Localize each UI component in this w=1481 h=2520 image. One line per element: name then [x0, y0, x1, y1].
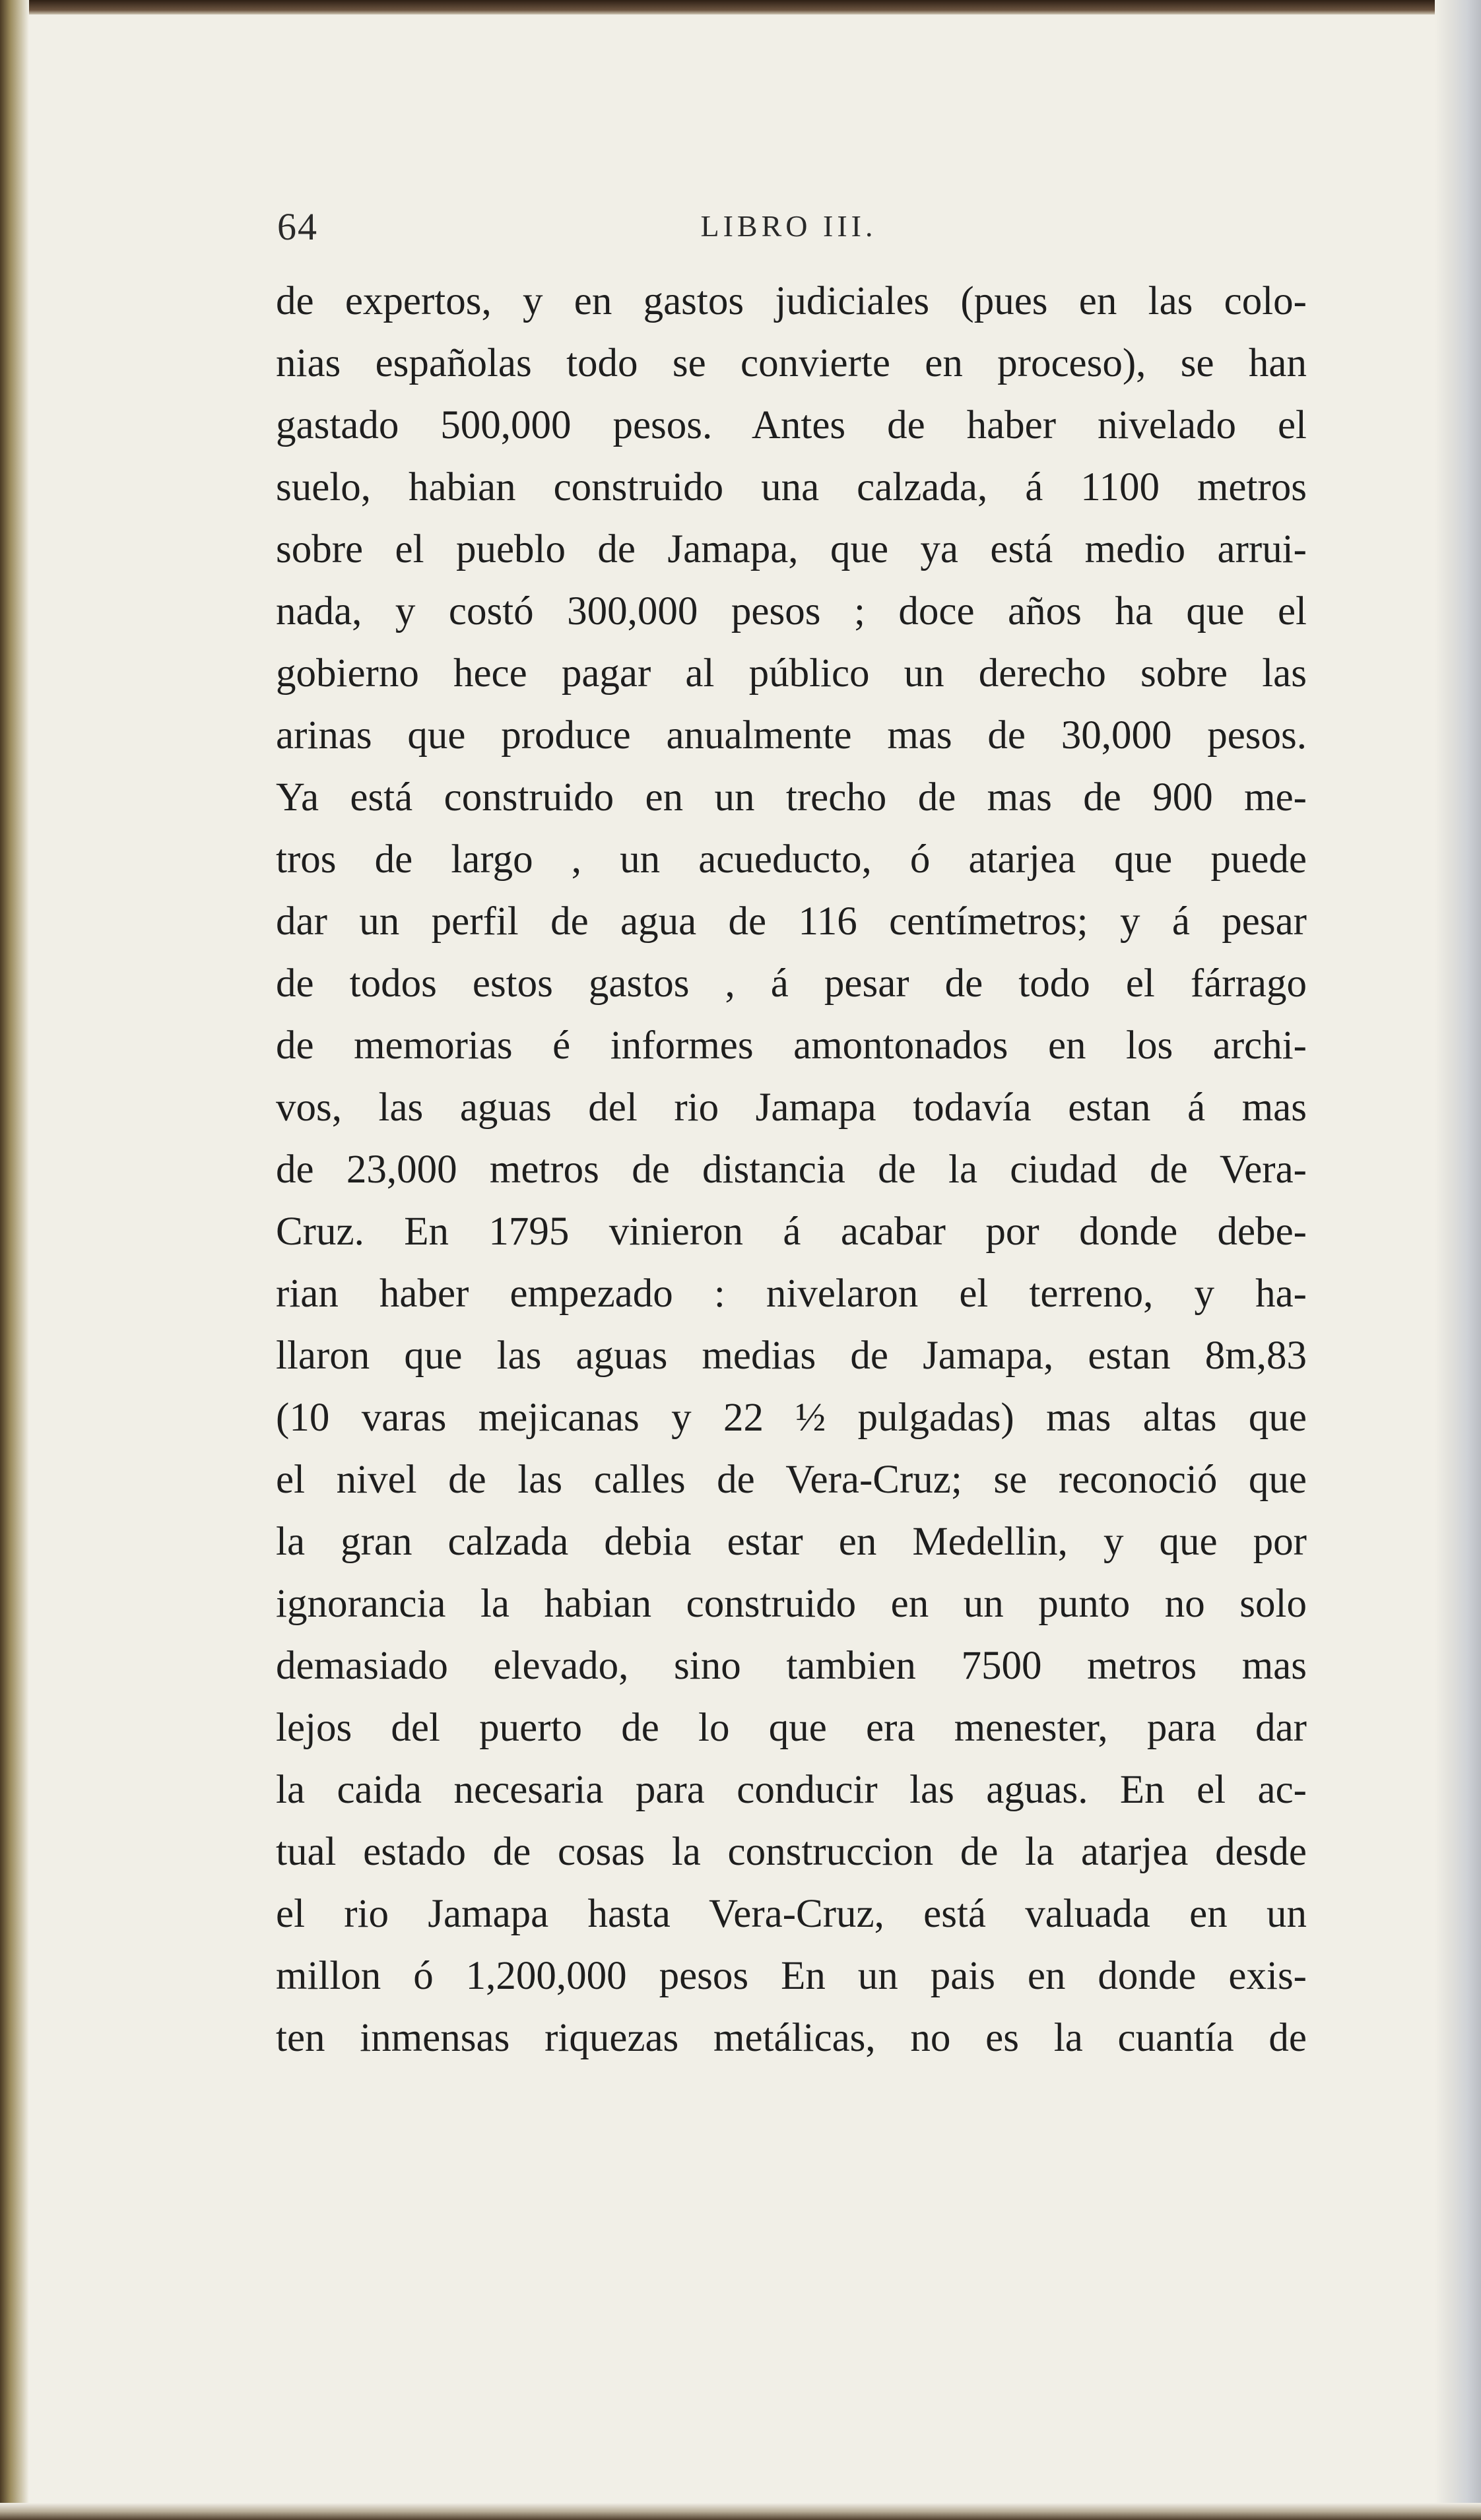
text-line: de todos estos gastos , á pesar de todo el fárrago [276, 961, 1307, 1006]
text-line: ten inmensas riquezas metálicas, no es la cuantía de [276, 2016, 1307, 2060]
text-line: gobierno hece pagar al público un derecho sobre las [276, 651, 1307, 695]
text-line: (10 varas mejicanas y 22 ½ pulgadas) mas altas que [276, 1396, 1307, 1440]
text-line: la caida necesaria para conducir las aguas. En el ac- [276, 1768, 1307, 1812]
running-head: LIBRO III. [700, 209, 877, 243]
text-line: Cruz. En 1795 vinieron á acabar por donde debe- [276, 1210, 1307, 1254]
text-line: suelo, habian construido una calzada, á 1100 metros [276, 465, 1307, 509]
text-line: demasiado elevado, sino tambien 7500 metros mas [276, 1644, 1307, 1688]
text-line: millon ó 1,200,000 pesos En un pais en donde exis- [276, 1954, 1307, 1998]
text-line: nada, y costó 300,000 pesos ; doce años ha que el [276, 589, 1307, 633]
text-line: arinas que produce anualmente mas de 30,000 pesos. [276, 713, 1307, 758]
text-line: el rio Jamapa hasta Vera-Cruz, está valuada en un [276, 1892, 1307, 1936]
text-line: de 23,000 metros de distancia de la ciudad de Vera- [276, 1147, 1307, 1192]
text-line: ignorancia la habian construido en un punto no solo [276, 1582, 1307, 1626]
text-line: dar un perfil de agua de 116 centímetros; y á pesar [276, 899, 1307, 944]
page-bottom-edge [0, 2503, 1481, 2520]
text-line: sobre el pueblo de Jamapa, que ya está medio arrui- [276, 527, 1307, 571]
text-line: la gran calzada debia estar en Medellin, y que por [276, 1520, 1307, 1564]
text-line: nias españolas todo se convierte en proceso), se han [276, 341, 1307, 385]
page-right-edge [1435, 0, 1481, 2520]
text-line: tros de largo , un acueducto, ó atarjea que puede [276, 837, 1307, 882]
text-line: gastado 500,000 pesos. Antes de haber nivelado el [276, 403, 1307, 447]
text-line: tual estado de cosas la construccion de la atarjea desde [276, 1830, 1307, 1874]
text-line: rian haber empezado : nivelaron el terreno, y ha- [276, 1272, 1307, 1316]
page-top-edge [0, 0, 1481, 15]
text-line: llaron que las aguas medias de Jamapa, estan 8m,83 [276, 1334, 1307, 1378]
text-line: de expertos, y en gastos judiciales (pues en las colo- [276, 279, 1307, 323]
page-header [271, 205, 1307, 264]
text-line: el nivel de las calles de Vera-Cruz; se reconoció que [276, 1458, 1307, 1502]
text-line: de memorias é informes amontonados en los archi- [276, 1023, 1307, 1068]
page-number: 64 [277, 205, 318, 248]
text-line: lejos del puerto de lo que era menester, para dar [276, 1706, 1307, 1750]
body-text [276, 271, 1307, 2069]
page-binding-edge [0, 0, 29, 2520]
text-line: Ya está construido en un trecho de mas de 900 me- [276, 775, 1307, 820]
text-line: vos, las aguas del rio Jamapa todavía estan á mas [276, 1085, 1307, 1130]
